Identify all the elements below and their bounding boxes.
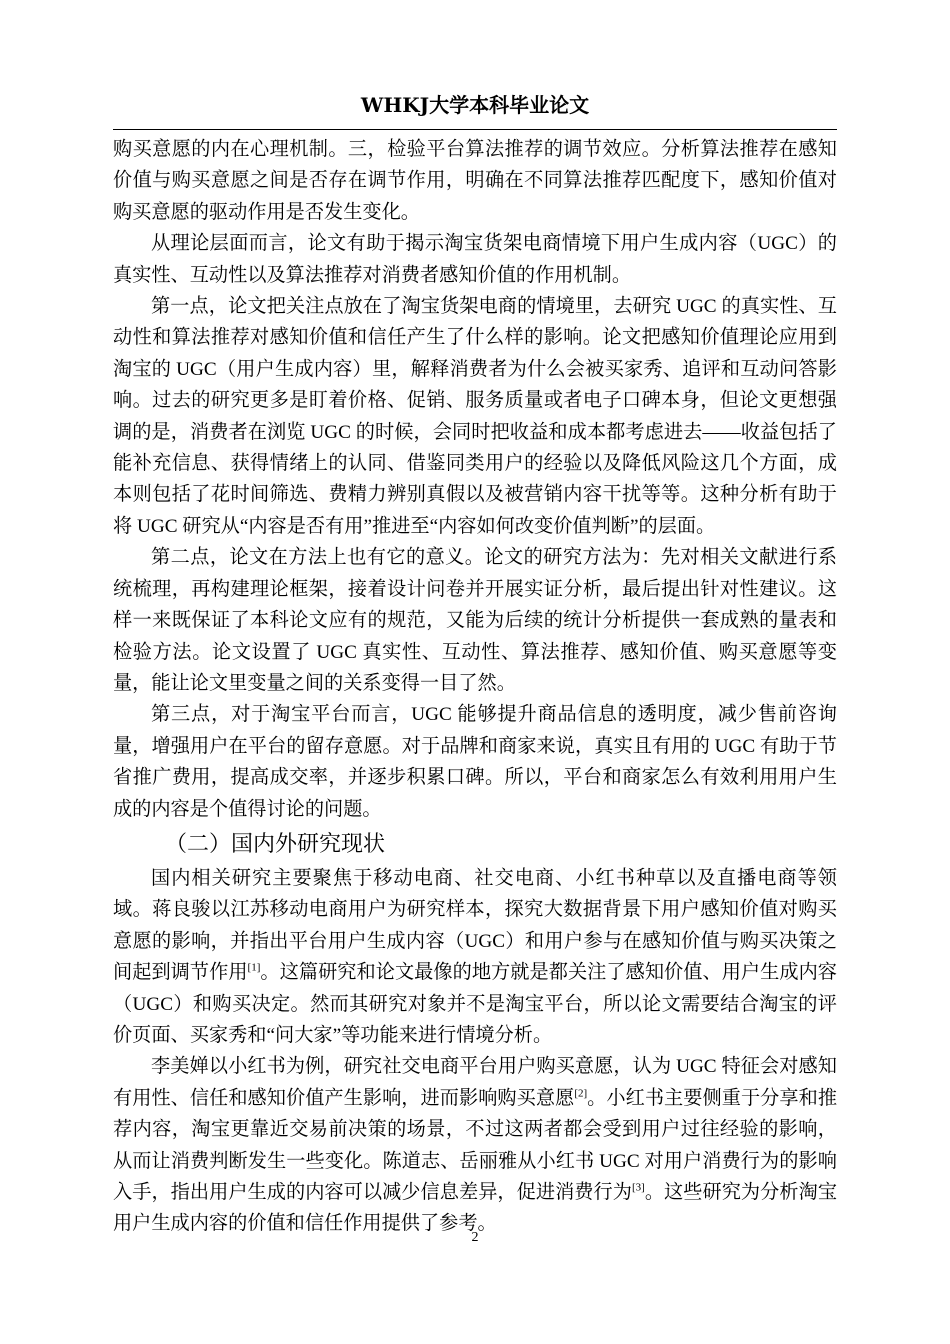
citation-1: [1] [247,961,261,974]
section-heading: （二）国内外研究现状 [165,831,386,857]
body-text [113,134,837,1240]
paragraph-3: 第一点，论文把关注点放在了淘宝货架电商的情境里，去研究 UGC 的真实性、互动性和算法推荐对感知价值和信任产生了什么样的影响。论文把感知价值理论应用到淘宝的 UGC（用户生成内容）里，解释消费者为什么会被买家秀、追评和互动问答影响。过去的研究更多是盯着价格、促销、服务质量或者电子口碑本身，但论文更想强调的是，消费者在浏览 UGC 的时候，会同时把收益和成本都考虑进去——收益包括了能补充信息、获得情绪上的认同、借鉴同类用户的经验以及降低风险这几个方面，成本则包括了花时间筛选、费精力辨别真假以及被营销内容干扰等等。这种分析有助于将 UGC 研究从“内容是否有用”推进至“内容如何改变价值判断”的层面。 [113,296,837,537]
running-header: WHKJ大学本科毕业论文 [360,93,590,117]
paragraph-2: 从理论层面而言，论文有助于揭示淘宝货架电商情境下用户生成内容（UGC）的真实性、互动性以及算法推荐对消费者感知价值的作用机制。 [113,233,837,286]
paragraph-6-text-a: 国内相关研究主要聚焦于移动电商、社交电商、小红书种草以及直播电商等领域。蒋良骏以江苏移动电商用户为研究样本，探究大数据背景下用户感知价值对购买意愿的影响，并指出平台用户生成内容（UGC）和用户参与在感知价值与购买决策之间起到调节作用 [113,867,837,984]
paragraph-4: 第二点，论文在方法上也有它的意义。论文的研究方法为：先对相关文献进行系统梳理，再构建理论框架，接着设计问卷并开展实证分析，最后提出针对性建议。这样一来既保证了本科论文应有的规范，又能为后续的统计分析提供一套成熟的量表和检验方法。论文设置了 UGC 真实性、互动性、算法推荐、感知价值、购买意愿等变量，能让论文里变量之间的关系变得一目了然。 [113,547,837,694]
paragraph-7 [113,1051,837,1239]
page-number: 2 [471,1230,479,1245]
citation-2: [2] [574,1087,588,1100]
paragraph-7-text-a: 李美婵以小红书为例，研究社交电商平台用户购买意愿，认为 UGC 特征会对感知有用性、信任和感知价值产生影响，进而影响购买意愿 [113,1056,837,1109]
header-rule [113,129,837,130]
paragraph-1: 购买意愿的内在心理机制。三，检验平台算法推荐的调节效应。分析算法推荐在感知价值与购买意愿之间是否存在调节作用，明确在不同算法推荐匹配度下，感知价值对购买意愿的驱动作用是否发生变化。 [113,139,837,223]
paragraph-7-text-b: 。小红书主要侧重于分享和推荐内容，淘宝更靠近交易前决策的场景，不过这两者都会受到用户过往经验的影响，从而让消费判断发生一些变化。陈道志、岳丽雅从小红书 UGC 对用户消费行为的影响入手，指出用户生成的内容可以减少信息差异，促进消费行为 [113,1087,838,1203]
paragraph-6-text-b: 。这篇研究和论文最像的地方就是都关注了感知价值、用户生成内容（UGC）和购买决定。然而其研究对象并不是淘宝平台，所以论文需要结合淘宝的评价页面、买家秀和“问大家”等功能来进行情境分析。 [113,962,837,1046]
paragraph-5: 第三点，对于淘宝平台而言，UGC 能够提升商品信息的透明度，减少售前咨询量，增强用户在平台的留存意愿。对于品牌和商家来说，真实且有用的 UGC 有助于节省推广费用，提高成交率，并逐步积累口碑。所以，平台和商家怎么有效利用用户生成的内容是个值得讨论的问题。 [113,704,837,820]
paragraph-7-text-c: 。这些研究为分析淘宝用户生成内容的价值和信任作用提供了参考。 [113,1182,838,1235]
citation-3: [3] [631,1181,645,1194]
paragraph-6 [113,863,837,1051]
